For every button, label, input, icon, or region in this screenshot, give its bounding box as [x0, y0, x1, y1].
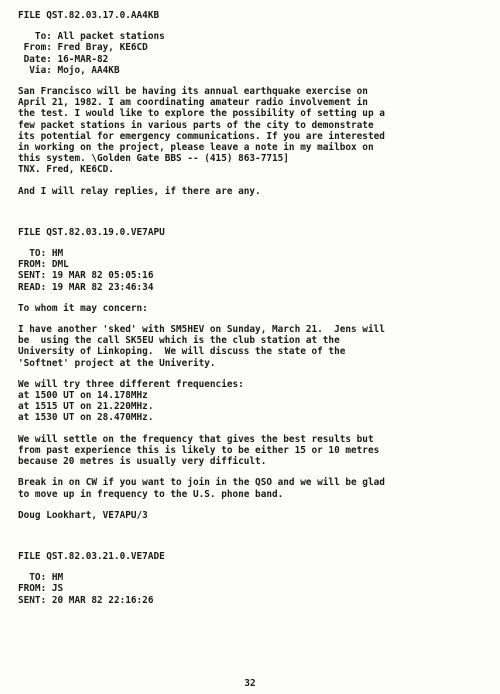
file-header: FILE QST.82.03.21.0.VE7ADE [18, 550, 165, 562]
sent-field: SENT: 19 MAR 82 05:05:16 [18, 270, 154, 282]
body-line: University of Linkoping. We will discuss the state of the [18, 346, 346, 358]
to-field: TO: HM [18, 248, 64, 260]
greeting-line: To whom it may concern: [18, 302, 148, 314]
freq-intro: We will try three different frequencies: [18, 378, 244, 390]
closing-line: And I will relay replies, if there are any. [18, 185, 261, 197]
body-line: TNX. Fred, KE6CD. [18, 164, 114, 176]
body-line: in working on the project, please leave a note in my mailbox on [18, 142, 374, 154]
frequency-item: at 1530 UT on 28.470MHz. [18, 412, 154, 424]
via-field: Via: Mojo, AA4KB [18, 64, 120, 76]
body-line: We will settle on the frequency that gives the best results but [18, 433, 374, 445]
body-line: few packet stations in various parts of the city to demonstrate [18, 119, 374, 131]
body-line: San Francisco will be having its annual earthquake exercise on [18, 86, 368, 98]
body-line: April 21, 1982. I am coordinating amateur radio involvement in [18, 97, 368, 109]
to-field: To: All packet stations [18, 31, 165, 43]
memo-2 [18, 227, 488, 521]
document-page [18, 10, 488, 606]
signature-line: Doug Lookhart, VE7APU/3 [18, 509, 148, 521]
body-line: its potential for emergency communications. If you are interested [18, 130, 385, 142]
frequency-item: at 1515 UT on 21.220MHz. [18, 401, 154, 413]
sent-field: SENT: 20 MAR 82 22:16:26 [18, 594, 154, 606]
body-line: I have another 'sked' with SM5HEV on Sunday, March 21. Jens will [18, 324, 385, 336]
from-field: FROM: DML [18, 259, 69, 271]
memo-1 [18, 10, 488, 197]
to-field: TO: HM [18, 572, 64, 584]
body-line: Break in on CW if you want to join in the QSO and we will be glad [18, 477, 385, 489]
file-header: FILE QST.82.03.19.0.VE7APU [18, 226, 165, 238]
from-field: From: Fred Bray, KE6CD [18, 42, 148, 54]
body-line: 'Softnet' project at the Univerity. [18, 357, 216, 369]
body-line: to move up in frequency to the U.S. phone band. [18, 488, 284, 500]
body-line: because 20 metres is usually very difficult. [18, 456, 267, 468]
body-line: be using the call SK5EU which is the club station at the [18, 335, 340, 347]
body-line: this system. \Golden Gate BBS -- (415) 863-7715] [18, 153, 289, 165]
from-field: FROM: JS [18, 583, 64, 595]
read-field: READ: 19 MAR 82 23:46:34 [18, 281, 154, 293]
page-number: 32 [244, 678, 256, 689]
date-field: Date: 16-MAR-82 [18, 53, 109, 65]
frequency-item: at 1500 UT on 14.178MHz [18, 390, 148, 402]
file-header: FILE QST.82.03.17.0.AA4KB [18, 10, 160, 21]
memo-3 [18, 551, 488, 606]
body-line: from past experience this is likely to be either 15 or 10 metres [18, 444, 380, 456]
body-line: the test. I would like to explore the possibility of setting up a [18, 108, 385, 120]
